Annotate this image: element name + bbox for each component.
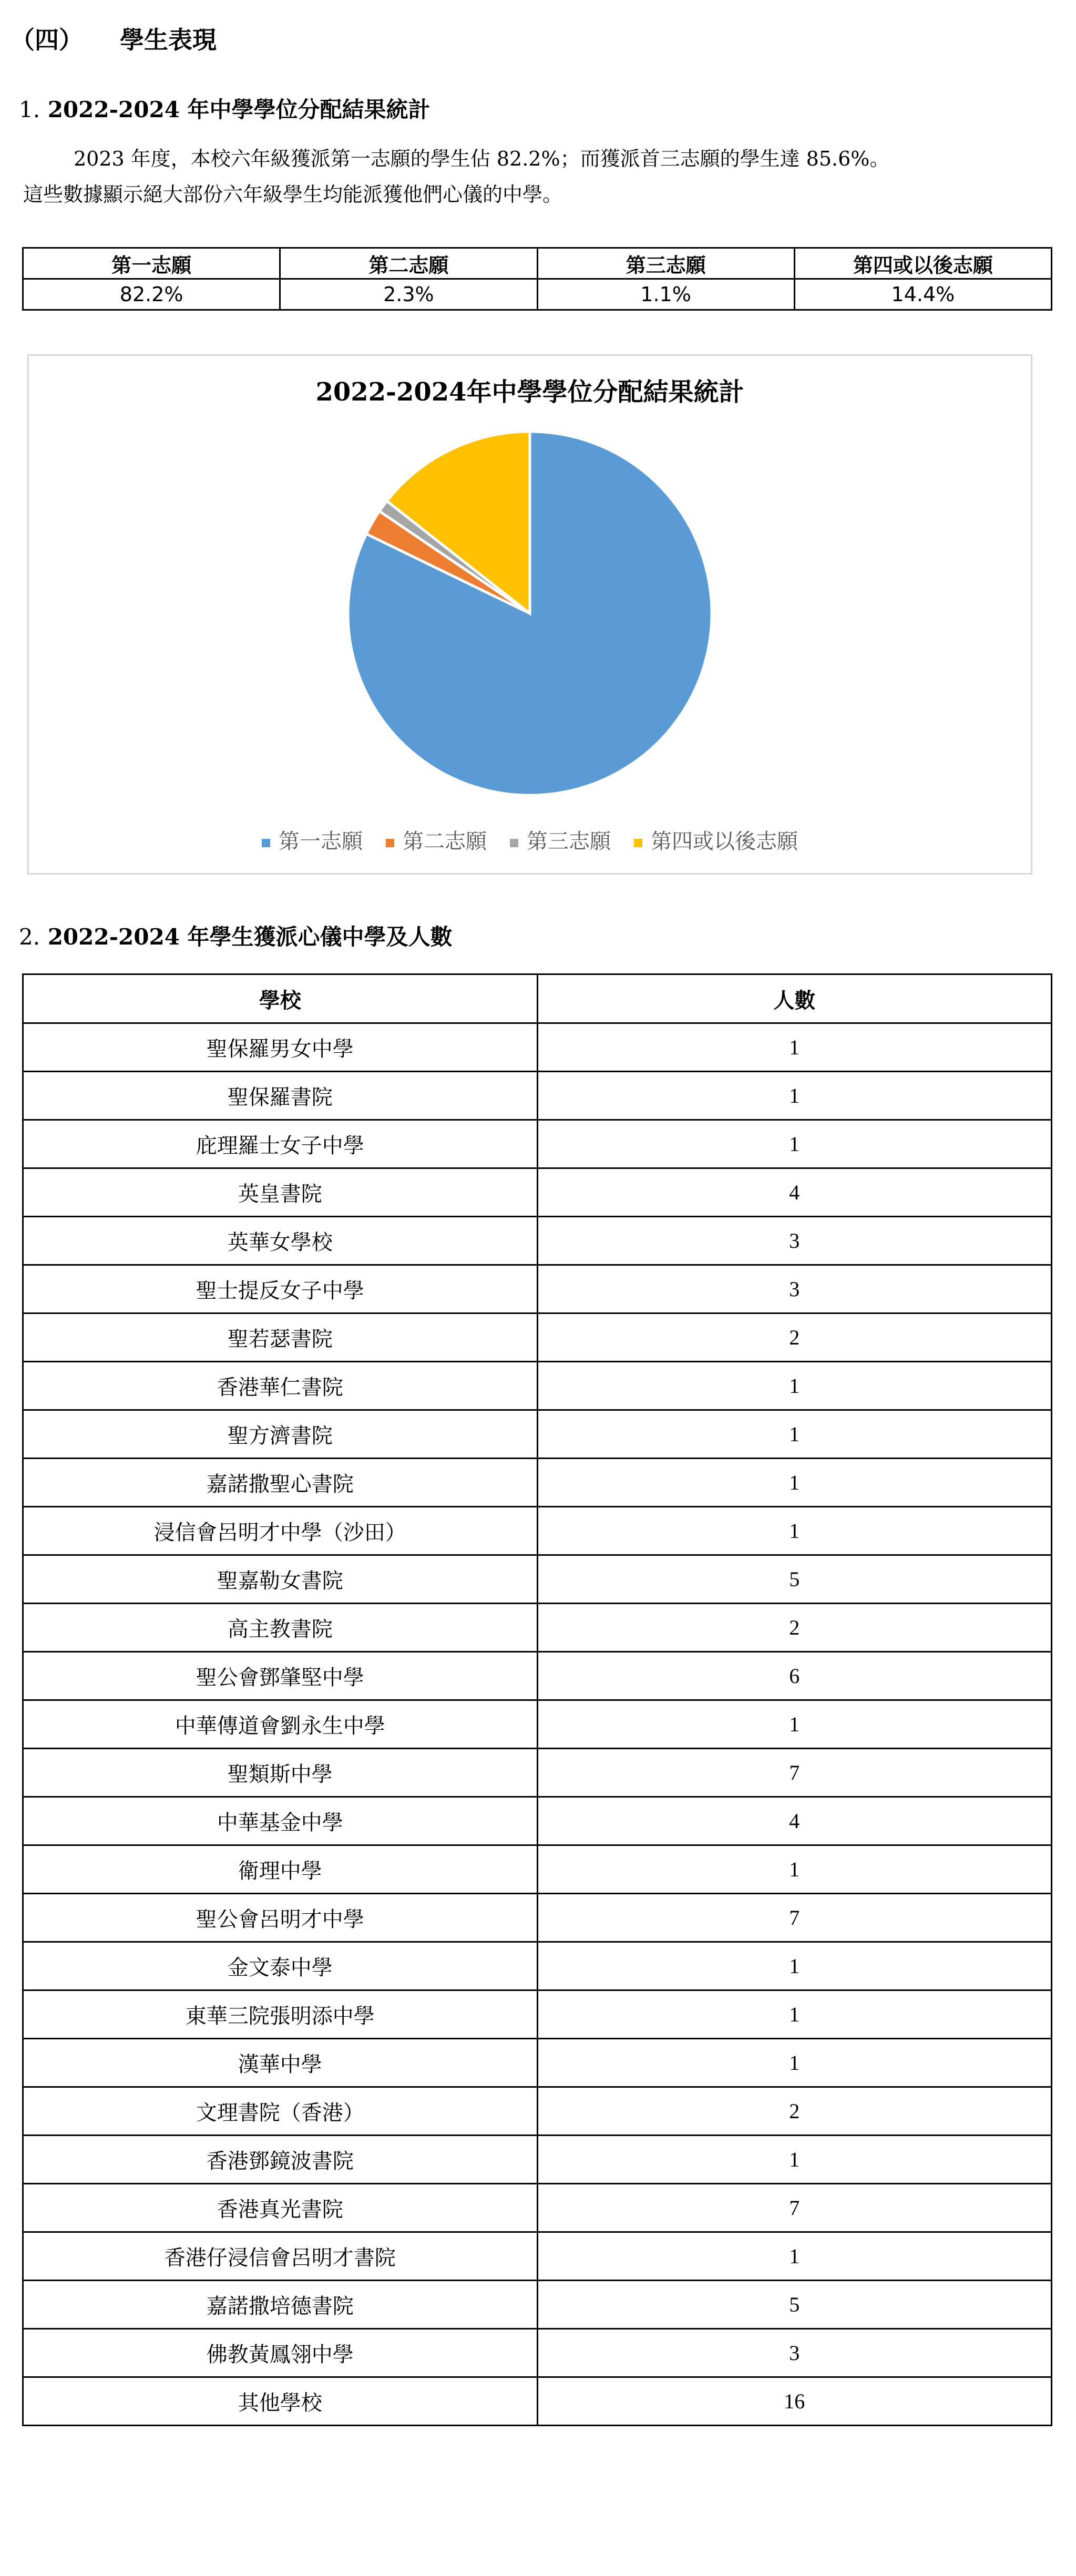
legend-swatch — [634, 839, 642, 847]
table-row — [23, 2232, 1052, 2281]
choice-value-row — [23, 279, 1052, 310]
table-row — [23, 2377, 1052, 2426]
table-row — [23, 2281, 1052, 2329]
student-count: 7 — [537, 2184, 1052, 2232]
school-name: 聖方濟書院 — [23, 1410, 538, 1459]
student-count: 1 — [537, 1942, 1052, 1990]
choice-value: 82.2% — [23, 279, 280, 310]
table-row — [23, 1845, 1052, 1894]
legend-label: 第三志願 — [527, 829, 611, 854]
table-row — [23, 1652, 1052, 1700]
legend-swatch — [386, 839, 394, 847]
student-count: 6 — [537, 1652, 1052, 1700]
student-count: 1 — [537, 2039, 1052, 2087]
school-name: 香港仔浸信會呂明才書院 — [23, 2232, 538, 2281]
school-name: 中華傳道會劉永生中學 — [23, 1700, 538, 1749]
student-count: 5 — [537, 1555, 1052, 1604]
student-count: 1 — [537, 1507, 1052, 1555]
table-row — [23, 1265, 1052, 1313]
legend-label: 第四或以後志願 — [651, 829, 798, 854]
table-row — [23, 2136, 1052, 2184]
section-1-heading — [19, 93, 431, 124]
student-count: 1 — [537, 1410, 1052, 1459]
school-name: 聖公會鄧肇堅中學 — [23, 1652, 538, 1700]
school-name: 聖若瑟書院 — [23, 1313, 538, 1362]
school-name: 嘉諾撒培德書院 — [23, 2281, 538, 2329]
school-name: 聖類斯中學 — [23, 1749, 538, 1797]
table-row — [23, 1700, 1052, 1749]
chart-legend — [29, 825, 1031, 855]
school-name: 金文泰中學 — [23, 1942, 538, 1990]
legend-swatch — [262, 839, 270, 847]
legend-label: 第一志願 — [279, 829, 363, 854]
choice-results-table — [22, 247, 1052, 311]
school-name: 東華三院張明添中學 — [23, 1990, 538, 2039]
choice-header: 第二志願 — [280, 248, 537, 279]
choice-header: 第四或以後志願 — [794, 248, 1051, 279]
school-name: 庇理羅士女子中學 — [23, 1120, 538, 1168]
table-row — [23, 1990, 1052, 2039]
student-count: 2 — [537, 2087, 1052, 2136]
table-row — [23, 1459, 1052, 1507]
legend-item — [634, 825, 798, 855]
legend-item — [510, 825, 611, 855]
choice-header-row — [23, 248, 1052, 279]
choice-header: 第三志願 — [537, 248, 794, 279]
school-name: 聖公會呂明才中學 — [23, 1894, 538, 1942]
student-count: 4 — [537, 1168, 1052, 1217]
student-count: 1 — [537, 1845, 1052, 1894]
school-name: 浸信會呂明才中學（沙田） — [23, 1507, 538, 1555]
paragraph-line-2: 這些數據顯示絕大部份六年級學生均能派獲他們心儀的中學。 — [23, 183, 563, 206]
school-name: 聖保羅書院 — [23, 1072, 538, 1120]
school-name: 香港華仁書院 — [23, 1362, 538, 1410]
student-count: 1 — [537, 2136, 1052, 2184]
table-row — [23, 1749, 1052, 1797]
section-1-number: 1. — [19, 97, 40, 122]
school-name: 衛理中學 — [23, 1845, 538, 1894]
school-header-row — [23, 974, 1052, 1023]
pie-chart — [27, 354, 1032, 875]
table-row — [23, 2329, 1052, 2377]
student-count: 2 — [537, 1604, 1052, 1652]
table-row — [23, 1313, 1052, 1362]
student-count: 5 — [537, 2281, 1052, 2329]
school-name: 聖嘉勒女書院 — [23, 1555, 538, 1604]
table-row — [23, 2039, 1052, 2087]
table-row — [23, 1023, 1052, 1072]
choice-header: 第一志願 — [23, 248, 280, 279]
table-row — [23, 1072, 1052, 1120]
choice-value: 2.3% — [280, 279, 537, 310]
table-row — [23, 1410, 1052, 1459]
section-2-heading — [19, 920, 453, 951]
student-count: 3 — [537, 2329, 1052, 2377]
school-name: 佛教黃鳳翎中學 — [23, 2329, 538, 2377]
table-row — [23, 1362, 1052, 1410]
section-label: （四） — [11, 26, 83, 54]
table-row — [23, 1942, 1052, 1990]
count-column-header: 人數 — [537, 974, 1052, 1023]
student-count: 1 — [537, 2232, 1052, 2281]
school-name: 中華基金中學 — [23, 1797, 538, 1845]
choice-value: 14.4% — [794, 279, 1051, 310]
section-1-paragraph — [23, 141, 1053, 212]
pie-chart-canvas — [29, 356, 1031, 873]
section-2-title: 2022-2024 年學生獲派心儀中學及人數 — [47, 924, 453, 950]
student-count: 1 — [537, 1120, 1052, 1168]
school-name: 英華女學校 — [23, 1217, 538, 1265]
school-name: 漢華中學 — [23, 2039, 538, 2087]
section-title-text: 學生表現 — [120, 26, 217, 54]
table-row — [23, 1555, 1052, 1604]
school-name: 香港真光書院 — [23, 2184, 538, 2232]
student-count: 16 — [537, 2377, 1052, 2426]
school-name: 文理書院（香港） — [23, 2087, 538, 2136]
school-name: 高主教書院 — [23, 1604, 538, 1652]
school-name: 聖保羅男女中學 — [23, 1023, 538, 1072]
legend-item — [386, 825, 487, 855]
table-row — [23, 1894, 1052, 1942]
table-row — [23, 1168, 1052, 1217]
school-name: 嘉諾撒聖心書院 — [23, 1459, 538, 1507]
school-column-header: 學校 — [23, 974, 538, 1023]
student-count: 7 — [537, 1894, 1052, 1942]
table-row — [23, 1120, 1052, 1168]
school-name: 聖士提反女子中學 — [23, 1265, 538, 1313]
section-2-number: 2. — [19, 924, 40, 950]
student-count: 1 — [537, 1072, 1052, 1120]
student-count: 4 — [537, 1797, 1052, 1845]
table-row — [23, 1507, 1052, 1555]
legend-label: 第二志願 — [403, 829, 487, 854]
school-name: 香港鄧鏡波書院 — [23, 2136, 538, 2184]
student-count: 1 — [537, 1990, 1052, 2039]
table-row — [23, 2184, 1052, 2232]
section-1-title: 2022-2024 年中學學位分配結果統計 — [47, 97, 431, 122]
student-count: 1 — [537, 1700, 1052, 1749]
paragraph-line-1: 2023 年度，本校六年級獲派第一志願的學生佔 82.2%；而獲派首三志願的學生達 85.6%。 — [74, 147, 890, 170]
student-count: 1 — [537, 1023, 1052, 1072]
school-allocation-table — [22, 973, 1052, 2426]
legend-swatch — [510, 839, 518, 847]
choice-value: 1.1% — [537, 279, 794, 310]
legend-item — [262, 825, 363, 855]
student-count: 1 — [537, 1459, 1052, 1507]
student-count: 2 — [537, 1313, 1052, 1362]
school-name: 英皇書院 — [23, 1168, 538, 1217]
school-name: 其他學校 — [23, 2377, 538, 2426]
table-row — [23, 2087, 1052, 2136]
student-count: 1 — [537, 1362, 1052, 1410]
chart-title: 2022-2024年中學學位分配結果統計 — [315, 377, 744, 407]
student-count: 3 — [537, 1265, 1052, 1313]
table-row — [23, 1797, 1052, 1845]
page-title — [11, 21, 217, 56]
student-count: 3 — [537, 1217, 1052, 1265]
table-row — [23, 1604, 1052, 1652]
table-row — [23, 1217, 1052, 1265]
student-count: 7 — [537, 1749, 1052, 1797]
